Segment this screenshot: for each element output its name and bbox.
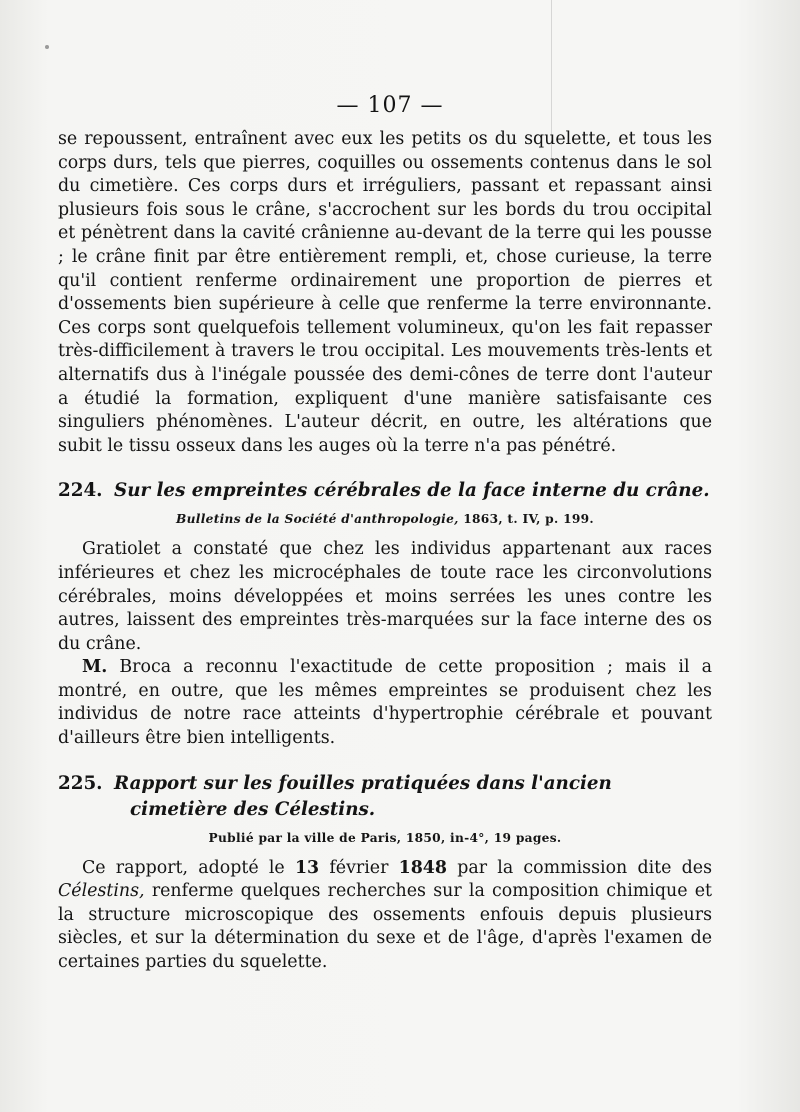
entry-225-source: Publié par la ville de Paris, 1850, in-4°, 19 pages.	[208, 830, 562, 845]
entry-225-text-month: février	[319, 857, 399, 878]
entry-224-number: 224.	[58, 480, 103, 502]
entry-225-date-day: 13	[294, 857, 320, 878]
page-body	[58, 128, 712, 975]
entry-225-number: 225.	[58, 772, 103, 794]
entry-224-paragraph-2-text: Broca a reconnu l'exactitude de cette proposition ; mais il a montré, en outre, que les mêmes empreintes se produisent chez les individus de notre race atteints d'hypertrophie cérébrale et pouvant d'ailleurs être bien intelligents.	[58, 657, 712, 749]
entry-225-title: Rapport sur les fouilles pratiquées dans l'ancien cimetière des Célestins.	[114, 772, 612, 820]
entry-224-source	[58, 510, 712, 528]
entry-224-paragraph-2	[58, 656, 712, 750]
entry-225-paragraph-1	[58, 857, 712, 975]
entry-225-text-start: Ce rapport, adopté le	[82, 857, 295, 878]
entry-225-text-mid: par la commission dite des	[447, 857, 712, 878]
entry-225-commission-name: Célestins,	[58, 881, 145, 902]
entry-224-honorific: M.	[82, 657, 108, 678]
entry-224-paragraph-1: Gratiolet a constaté que chez les individus appartenant aux races inférieures et chez les microcéphales de toute race les circonvolutions cérébrales, moins développées et moins serrées les unes contre les autres, laissent des empreintes très-marquées sur la face interne des os du crâne.	[58, 539, 712, 654]
entry-224-heading	[58, 478, 712, 504]
entry-224-source-details: 1863, t. IV, p. 199.	[458, 512, 594, 527]
entry-225-text-end: renferme quelques recherches sur la composition chimique et la structure microscopique des ossements enfouis depuis plusieurs siècles, et sur la détermination du sexe et de l'âge, d'après l'examen de certaines parties du squelette.	[58, 881, 712, 973]
entry-224-source-title: Bulletins de la Société d'anthropologie,	[176, 512, 459, 527]
entry-225-heading	[58, 771, 712, 823]
entry-224-title: Sur les empreintes cérébrales de la face interne du crâne.	[114, 480, 710, 502]
page-number: — 107 —	[336, 93, 444, 118]
continued-paragraph: se repoussent, entraînent avec eux les petits os du squelette, et tous les corps durs, tels que pierres, coquilles ou ossements contenus dans le sol du cimetière. Ces corps durs et irréguliers, passant et repassant ainsi plusieurs fois sous le crâne, s'accrochent sur les bords du trou occipital et pénètrent dans la cavité crânienne au-devant de la terre qui les pousse ; le crâne finit par être entièrement rempli, et, chose curieuse, la terre qu'il contient renferme ordinairement une proportion de pierres et d'ossements bien supérieure à celle que renferme la terre environnante. Ces corps sont quelquefois tellement volumineux, qu'on les fait repasser très-difficilement à travers le trou occipital. Les mouvements très-lents et alternatifs dus à l'inégale poussée des demi-cônes de terre dont l'auteur a étudié la formation, expliquent d'une manière satisfaisante ces singuliers phénomènes. L'auteur décrit, en outre, les altérations que subit le tissu osseux dans les auges où la terre n'a pas pénétré.	[58, 129, 712, 456]
ink-speck	[45, 45, 49, 49]
entry-225-date-year: 1848	[398, 857, 448, 878]
